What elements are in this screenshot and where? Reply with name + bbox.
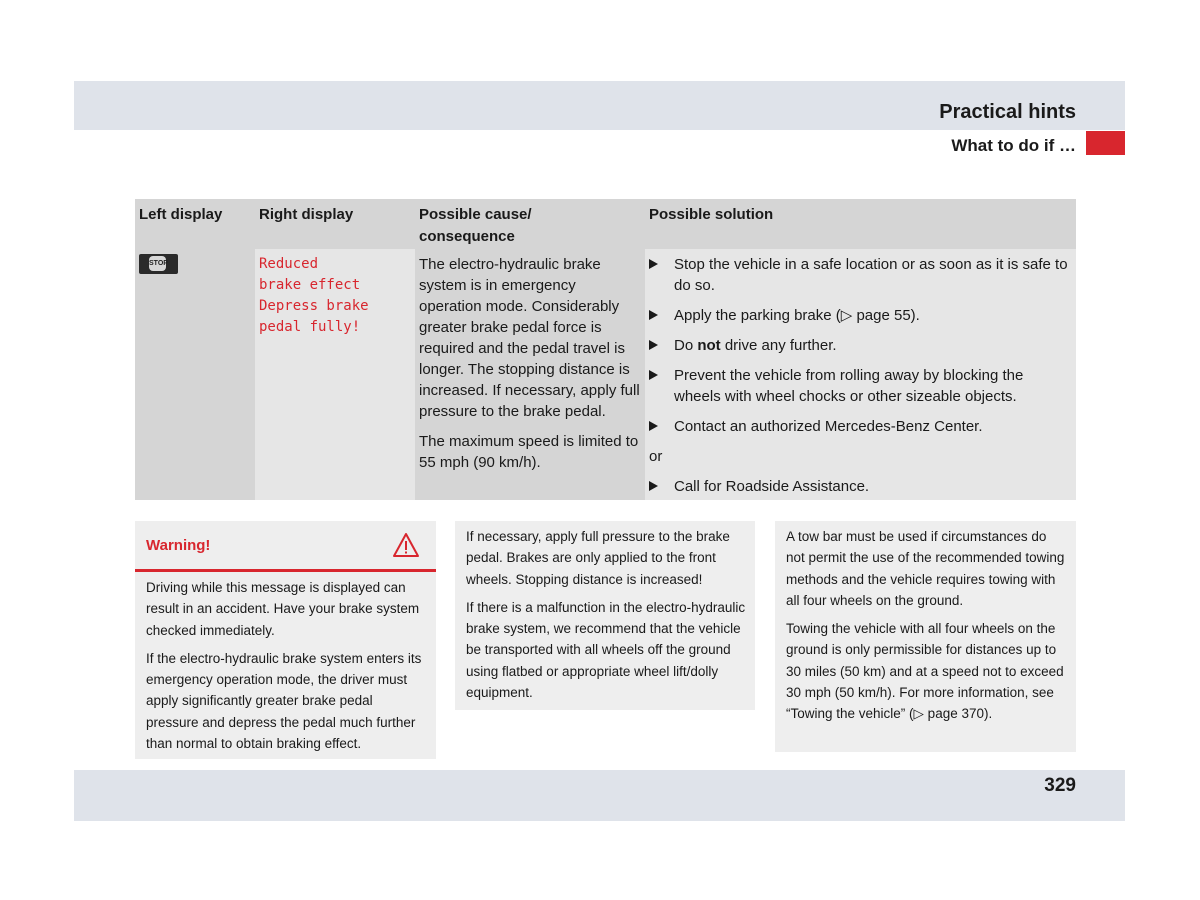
stop-warning-lamp-icon: STOP: [139, 254, 178, 274]
solution-or: or: [649, 448, 663, 465]
solution-item: Call for Roadside Assistance.: [649, 476, 1072, 497]
bullet-arrow-icon: [649, 340, 658, 350]
warning-paragraph: If the electro-hydraulic brake system enters its emergency operation mode, the driver must apply significantly greater brake pedal pressure and depress the pedal much further than normal to obtain braking effect.: [146, 650, 422, 752]
warning-triangle-icon: [392, 532, 420, 558]
solution-item: Stop the vehicle in a safe location or as soon as it is safe to do so.: [649, 254, 1072, 296]
section-title: Practical hints: [939, 101, 1076, 123]
warning-paragraph: Driving while this message is displayed can result in an accident. Have your brake system checked immediately.: [146, 580, 420, 638]
cell-left-display: [135, 249, 255, 500]
bullet-arrow-icon: [649, 259, 658, 269]
emphasis-not: not: [697, 337, 721, 354]
brake-note-box: [455, 521, 755, 710]
solution-item: Do not drive any further.: [649, 335, 1072, 356]
section-subtitle: What to do if …: [951, 136, 1076, 155]
note-paragraph: Towing the vehicle with all four wheels on the ground is only permissible for distances up to 30 miles (50 km) and at a speed not to exceed 30 mph (50 km/h). For more information, see “Towing the vehicle” (▷ page 370).: [786, 621, 1064, 722]
cause-paragraph: The electro-hydraulic brake system is in emergency operation mode. Considerably greater brake pedal force is required and the pedal travel is longer. The stopping distance is increased. If necessary, apply full pressure to the brake pedal.: [419, 256, 640, 420]
footer-band: [74, 770, 1125, 821]
cell-solution: [645, 249, 1076, 500]
display-message: Reduced brake effect Depress brake pedal fully!: [259, 256, 369, 335]
display-messages-table: [135, 199, 1076, 500]
bullet-arrow-icon: [649, 481, 658, 491]
note-paragraph: A tow bar must be used if circumstances do not permit the use of the recommended towing methods and the vehicle requires towing with all four wheels on the ground.: [786, 529, 1065, 608]
solution-item: Apply the parking brake (▷ page 55).: [649, 305, 1072, 326]
cell-cause: [415, 249, 645, 500]
cell-right-display: [255, 249, 415, 500]
column-header-right-display: Right display: [255, 199, 415, 249]
warning-box: [135, 521, 436, 759]
column-header-left-display: Left display: [135, 199, 255, 249]
towing-note-box: [775, 521, 1076, 752]
cause-paragraph: The maximum speed is limited to 55 mph (90 km/h).: [419, 433, 639, 471]
bullet-arrow-icon: [649, 370, 658, 380]
column-header-solution: Possible solution: [645, 199, 1076, 249]
column-header-cause: Possible cause/ consequence: [415, 199, 645, 249]
section-tab-marker: [1086, 131, 1125, 155]
solution-item: Prevent the vehicle from rolling away by blocking the wheels with wheel chocks or other sizeable objects.: [649, 365, 1072, 407]
solution-item: Contact an authorized Mercedes-Benz Center.: [649, 416, 1072, 437]
warning-title: Warning!: [146, 537, 211, 554]
page-number: 329: [1044, 775, 1076, 796]
bullet-arrow-icon: [649, 310, 658, 320]
bullet-arrow-icon: [649, 421, 658, 431]
warning-header: [135, 521, 436, 572]
note-paragraph: If necessary, apply full pressure to the brake pedal. Brakes are only applied to the front wheels. Stopping distance is increased!: [466, 529, 730, 587]
note-paragraph: If there is a malfunction in the electro-hydraulic brake system, we recommend that the vehicle be transported with all wheels off the ground using flatbed or appropriate wheel lift/dolly equipment.: [466, 599, 746, 701]
